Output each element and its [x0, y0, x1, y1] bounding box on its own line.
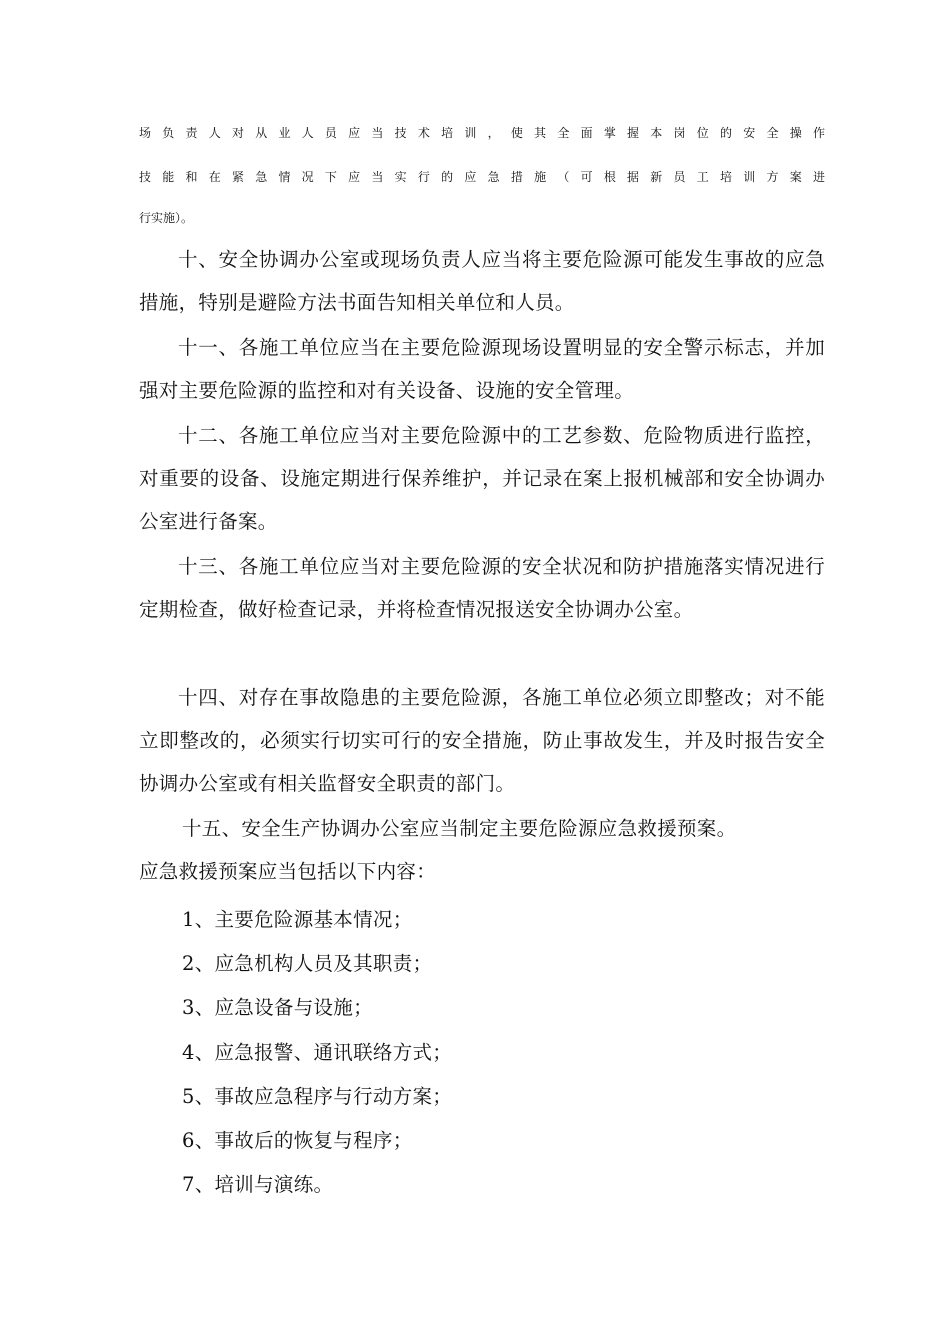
list-item-1: 1、主要危险源基本情况；: [182, 908, 413, 931]
paragraph-15-line-1: 十五、安全生产协调办公室应当制定主要危险源应急救援预案。: [182, 817, 737, 840]
list-item-4: 4、应急报警、通讯联络方式；: [182, 1041, 453, 1064]
paragraph-14: 十四、对存在事故隐患的主要危险源，各施工单位必须立即整改；对不能立即整改的，必须实行切实可行的安全措施，防止事故发生，并及时报告安全协调办公室或有相关监督安全职责的部门。: [139, 686, 825, 795]
list-item-5: 5、事故应急程序与行动方案；: [182, 1085, 453, 1108]
small-text-line-2: 技能和在紧急情况下应当实行的应急措施（可根据新员工培训方案进: [139, 170, 825, 184]
paragraph-12: 十二、各施工单位应当对主要危险源中的工艺参数、危险物质进行监控，对重要的设备、设施定期进行保养维护，并记录在案上报机械部和安全协调办公室进行备案。: [139, 424, 825, 533]
paragraph-13: 十三、各施工单位应当对主要危险源的安全状况和防护措施落实情况进行定期检查，做好检查记录，并将检查情况报送安全协调办公室。: [139, 555, 825, 621]
paragraph-11: 十一、各施工单位应当在主要危险源现场设置明显的安全警示标志，并加强对主要危险源的监控和对有关设备、设施的安全管理。: [139, 336, 825, 402]
list-item-3: 3、应急设备与设施；: [182, 996, 373, 1019]
list-item-6: 6、事故后的恢复与程序；: [182, 1129, 413, 1152]
small-text-line-3: 行实施）。: [139, 211, 194, 225]
list-item-2: 2、应急机构人员及其职责；: [182, 952, 433, 975]
list-item-7: 7、培训与演练。: [182, 1173, 334, 1196]
small-text-line-1: 场负责人对从业人员应当技术培训，使其全面掌握本岗位的安全操作: [139, 126, 825, 140]
paragraph-15-line-2: 应急救援预案应当包括以下内容：: [139, 860, 437, 883]
paragraph-10: 十、安全协调办公室或现场负责人应当将主要危险源可能发生事故的应急措施，特别是避险方法书面告知相关单位和人员。: [139, 248, 825, 314]
